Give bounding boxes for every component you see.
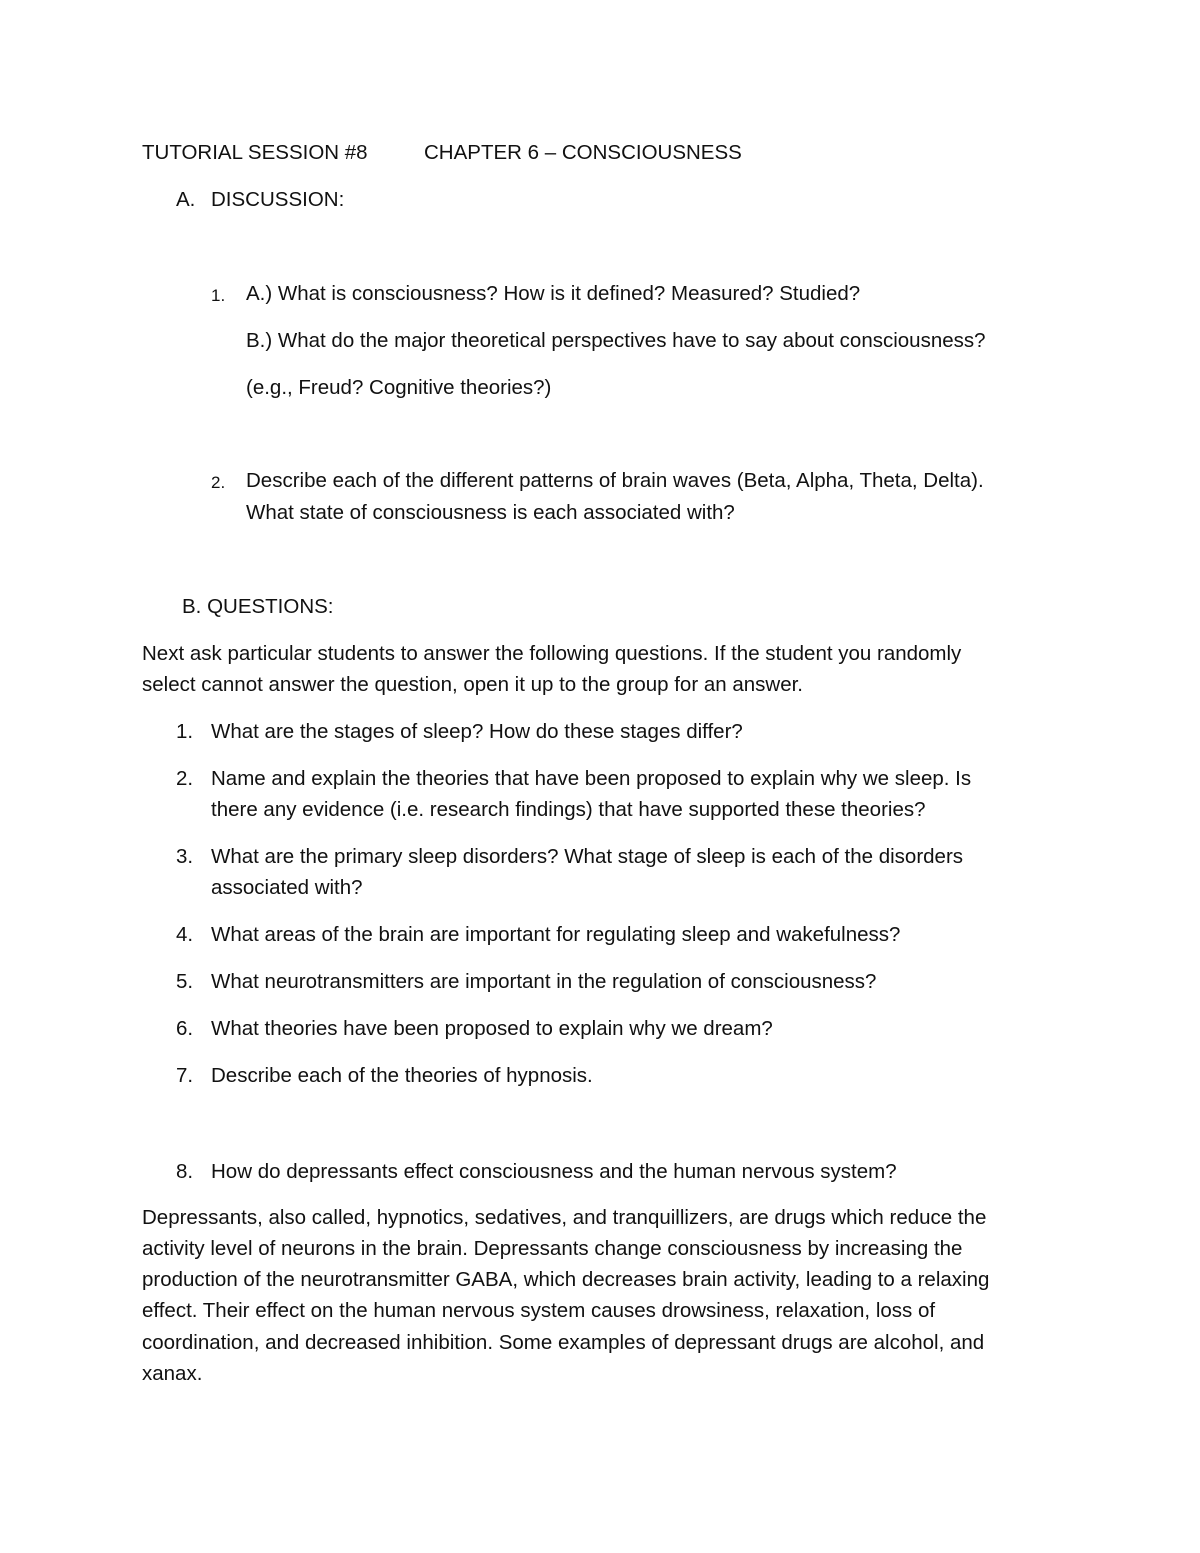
- discussion-item-number: 1.: [211, 286, 226, 305]
- section-a-title: DISCUSSION:: [211, 188, 345, 211]
- chapter-title: CHAPTER 6 – CONSCIOUSNESS: [424, 141, 742, 164]
- intro-line: select cannot answer the question, open it up to the group for an answer.: [142, 673, 803, 696]
- question-line: What are the stages of sleep? How do these stages differ?: [211, 720, 743, 743]
- question-line: Name and explain the theories that have been proposed to explain why we sleep. Is: [211, 767, 972, 790]
- discussion-item-line: (e.g., Freud? Cognitive theories?): [246, 376, 552, 399]
- question-number: 5.: [176, 970, 194, 993]
- question-line: there any evidence (i.e. research findings) that have supported these theories?: [211, 798, 926, 821]
- question-line: What theories have been proposed to explain why we dream?: [211, 1017, 773, 1040]
- discussion-item-line: Describe each of the different patterns of brain waves (Beta, Alpha, Theta, Delta).: [246, 469, 984, 492]
- question-number: 3.: [176, 845, 194, 868]
- section-b-title: B. QUESTIONS:: [182, 595, 334, 618]
- question-line: associated with?: [211, 876, 363, 899]
- answer-line: activity level of neurons in the brain. Depressants change consciousness by increasing the: [142, 1237, 963, 1260]
- question-number: 1.: [176, 720, 194, 743]
- question-number: 4.: [176, 923, 194, 946]
- question-number: 7.: [176, 1064, 194, 1087]
- question-line: What neurotransmitters are important in the regulation of consciousness?: [211, 970, 877, 993]
- answer-line: xanax.: [142, 1362, 203, 1385]
- section-a-marker: A.: [176, 188, 196, 211]
- question-line: What areas of the brain are important for regulating sleep and wakefulness?: [211, 923, 901, 946]
- answer-line: effect. Their effect on the human nervous system causes drowsiness, relaxation, loss of: [142, 1299, 936, 1322]
- question-number: 8.: [176, 1160, 194, 1183]
- question-line: Describe each of the theories of hypnosis.: [211, 1064, 593, 1087]
- answer-line: production of the neurotransmitter GABA, which decreases brain activity, leading to a relaxing: [142, 1268, 990, 1291]
- session-title: TUTORIAL SESSION #8: [142, 141, 368, 164]
- question-line: How do depressants effect consciousness and the human nervous system?: [211, 1160, 897, 1183]
- question-number: 2.: [176, 767, 194, 790]
- intro-line: Next ask particular students to answer the following questions. If the student you randomly: [142, 642, 962, 665]
- answer-line: coordination, and decreased inhibition. Some examples of depressant drugs are alcohol, and: [142, 1331, 985, 1354]
- answer-line: Depressants, also called, hypnotics, sedatives, and tranquillizers, are drugs which reduce the: [142, 1206, 987, 1229]
- question-line: What are the primary sleep disorders? What stage of sleep is each of the disorders: [211, 845, 964, 868]
- question-number: 6.: [176, 1017, 194, 1040]
- discussion-item-line: A.) What is consciousness? How is it defined? Measured? Studied?: [246, 282, 861, 305]
- discussion-item-line: What state of consciousness is each associated with?: [246, 501, 735, 524]
- discussion-item-line: B.) What do the major theoretical perspectives have to say about consciousness?: [246, 329, 986, 352]
- discussion-item-number: 2.: [211, 473, 226, 492]
